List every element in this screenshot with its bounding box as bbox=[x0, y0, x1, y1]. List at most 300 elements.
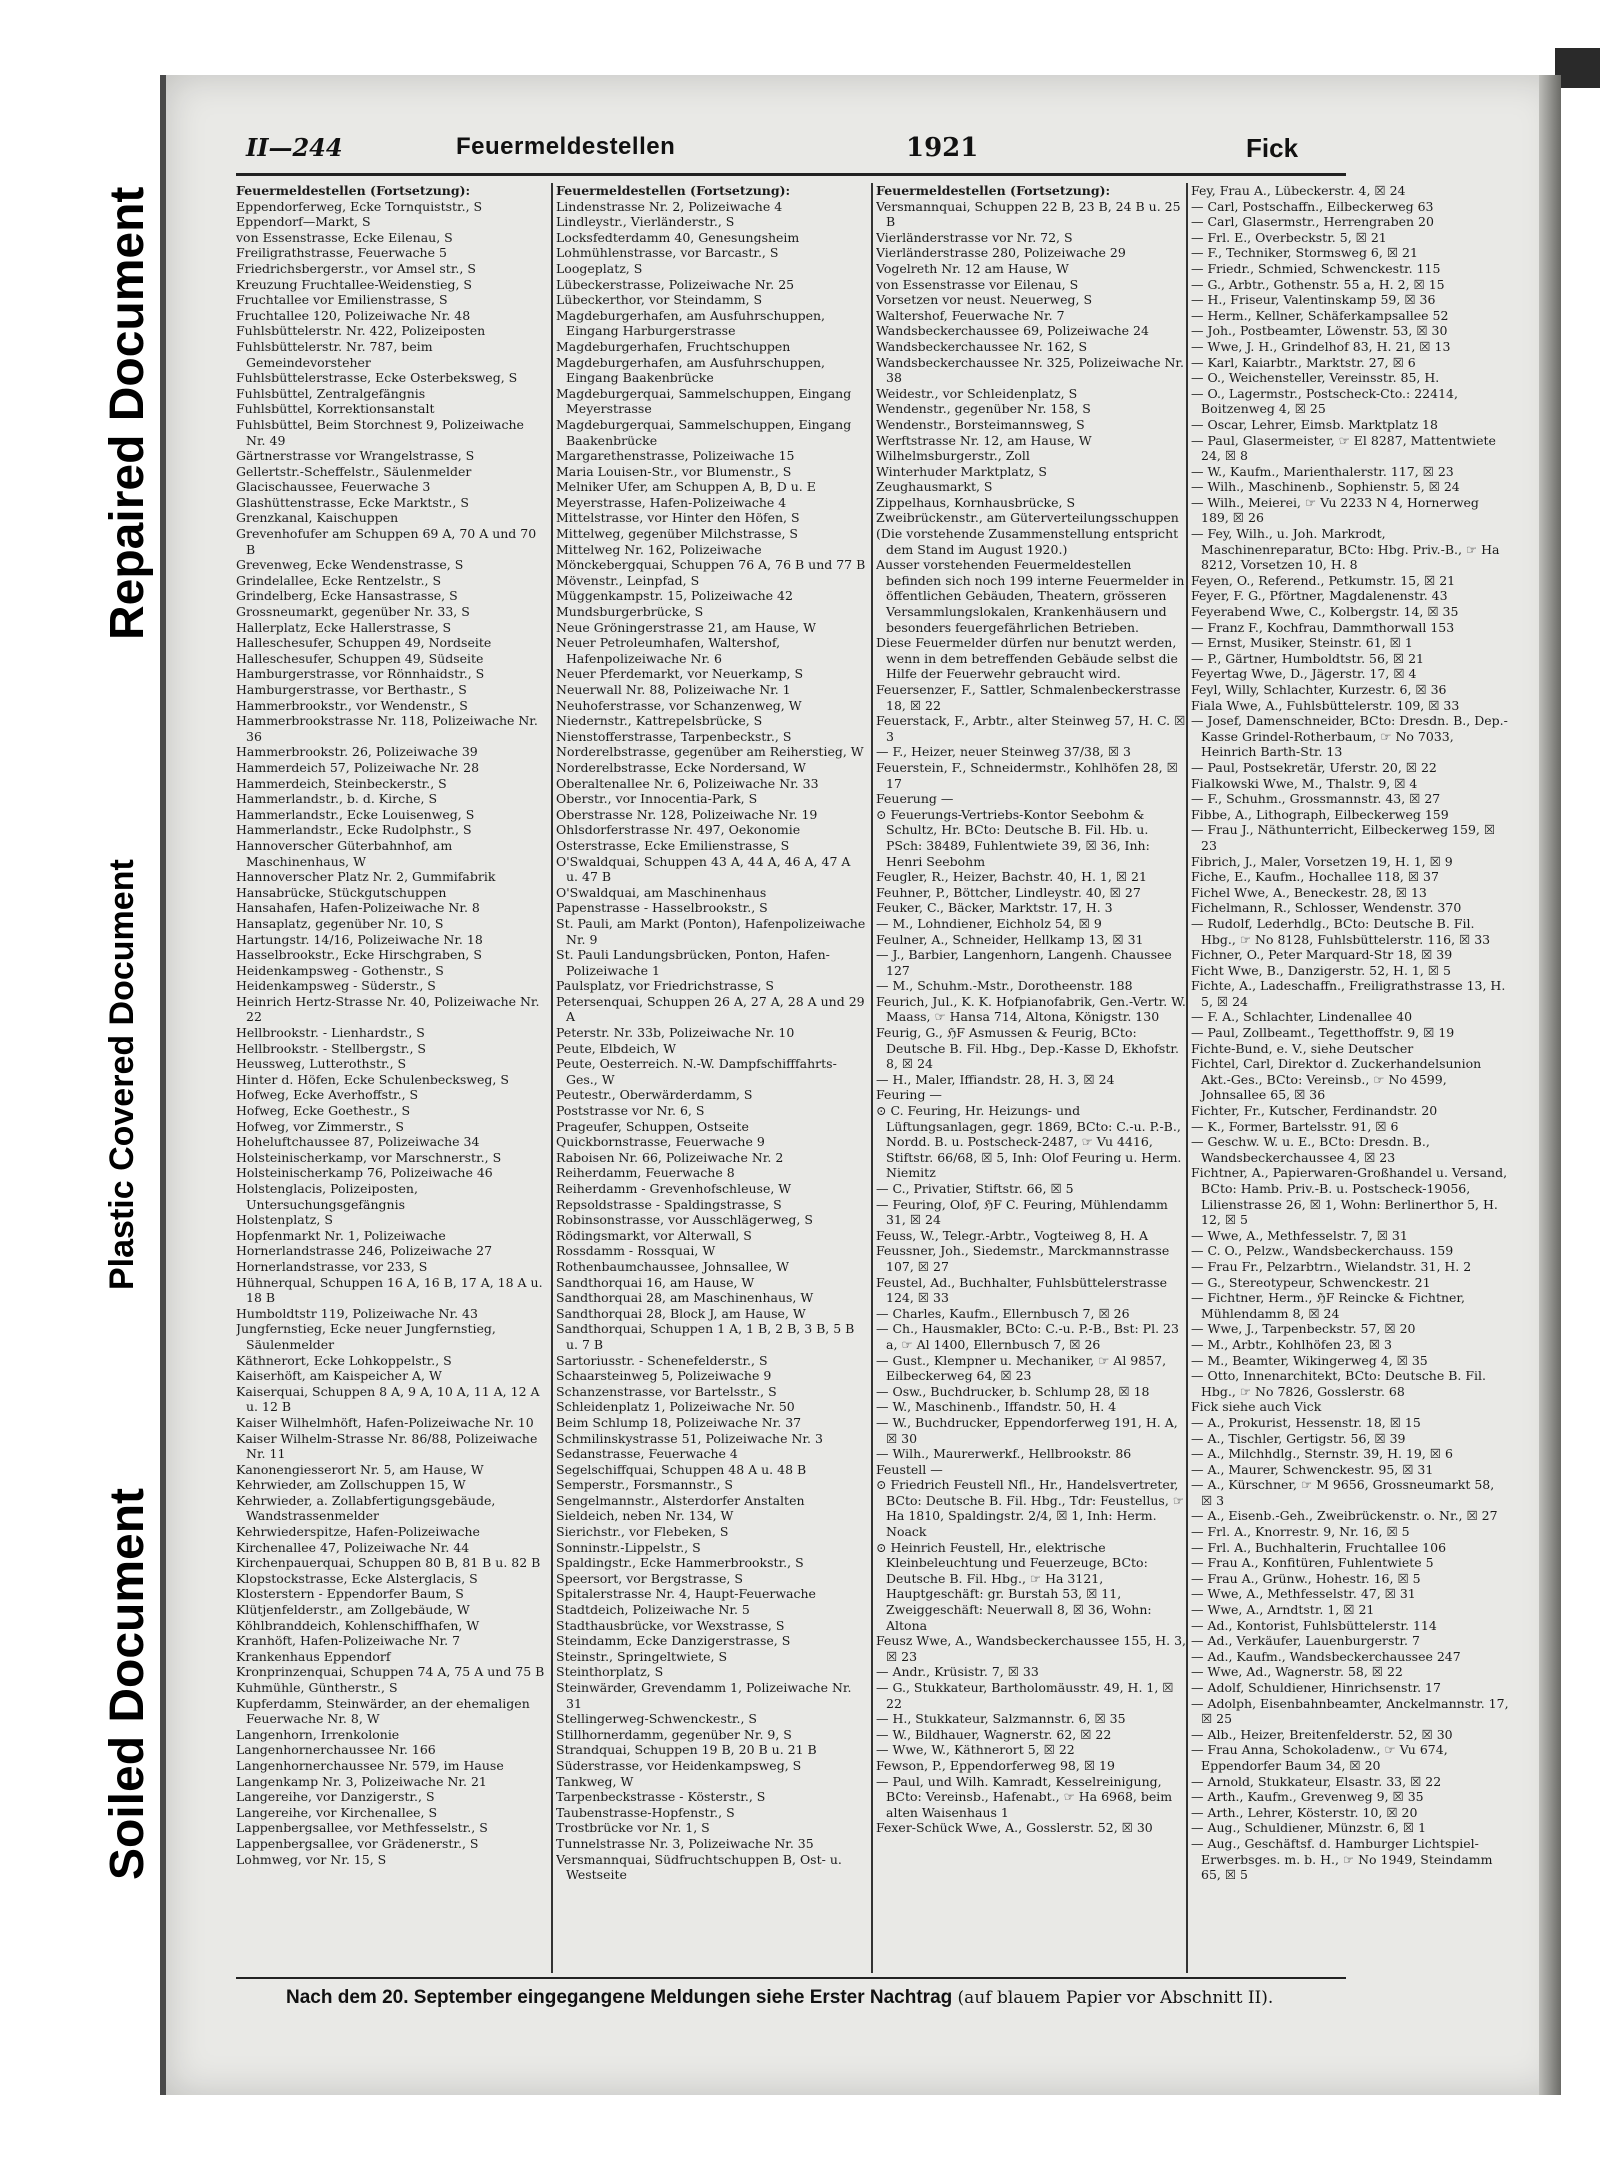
directory-entry: Hamburgerstrasse, vor Rönnhaidstr., S bbox=[236, 666, 485, 682]
directory-entry: — A., Maurer, Schwenckestr. 95, ☒ 31 bbox=[1191, 1461, 1434, 1477]
directory-entry: Loogeplatz, S bbox=[556, 260, 643, 276]
directory-entry: Margarethenstrasse, Polizeiwache 15 bbox=[556, 448, 795, 464]
directory-entry: Neuer Pferdemarkt, vor Neuerkamp, S bbox=[556, 666, 804, 682]
directory-entry: — Wwe, Ad., Wagnerstr. 58, ☒ 22 bbox=[1191, 1664, 1403, 1680]
directory-entry: Fichtel, Carl, Direktor d. Zuckerhandelsunion Akt.-Ges., BCto: Vereinsb., ☞ No 4599, Johnsallee 65, ☒ 36 bbox=[1191, 1056, 1482, 1103]
label-repaired-document: Repaired Document bbox=[101, 186, 154, 640]
directory-entry: — Wwe, J. H., Grindelhof 83, H. 21, ☒ 13 bbox=[1191, 338, 1451, 354]
directory-entry: Segelschiffquai, Schuppen 48 A u. 48 B bbox=[556, 1461, 807, 1477]
directory-entry: Holsteinischerkamp, vor Marschnerstr., S bbox=[236, 1149, 502, 1165]
directory-entry: Fialkowski Wwe, M., Thalstr. 9, ☒ 4 bbox=[1191, 775, 1418, 791]
directory-entry: Kuhmühle, Güntherstr., S bbox=[236, 1680, 398, 1695]
directory-entry: — W., Bildhauer, Wagnerstr. 62, ☒ 22 bbox=[876, 1726, 1112, 1742]
directory-entry: — Andr., Krüsistr. 7, ☒ 33 bbox=[876, 1664, 1039, 1680]
directory-entry: Hammerdeich 57, Polizeiwache Nr. 28 bbox=[236, 759, 480, 775]
directory-entry: Peute, Elbdeich, W bbox=[556, 1040, 677, 1056]
directory-entry: — Oscar, Lehrer, Eimsb. Marktplatz 18 bbox=[1191, 416, 1438, 432]
year: 1921 bbox=[906, 133, 979, 163]
directory-entry: — C. O., Pelzw., Wandsbeckerchauss. 159 bbox=[1191, 1243, 1454, 1259]
directory-entry: Feuerung — bbox=[876, 791, 954, 807]
directory-entry: Magdeburgerhafen, am Ausfuhrschuppen, Eingang Harburgerstrasse bbox=[556, 307, 825, 339]
directory-entry: Kaiserhöft, am Kaispeicher A, W bbox=[236, 1368, 442, 1384]
directory-entry: St. Pauli, am Markt (Ponton), Hafenpolizeiwache Nr. 9 bbox=[556, 915, 866, 947]
directory-entry: Ficht Wwe, B., Danzigerstr. 52, H. 1, ☒ 5 bbox=[1191, 962, 1451, 978]
directory-entry: — Wwe, A., Methfesselstr. 7, ☒ 31 bbox=[1191, 1227, 1408, 1243]
directory-entry: Feusz Wwe, A., Wandsbeckerchaussee 155, H. 3, ☒ 23 bbox=[876, 1633, 1186, 1664]
directory-entry: Quickbornstrasse, Feuerwache 9 bbox=[556, 1134, 765, 1150]
directory-entry: — Geschw. W. u. E., BCto: Dresdn. B., Wandsbeckerchaussee 4, ☒ 23 bbox=[1191, 1134, 1430, 1165]
directory-entry: — A., Kürschner, ☞ M 9656, Grossneumarkt 58, ☒ 3 bbox=[1191, 1477, 1495, 1508]
directory-entry: Klopstockstrasse, Ecke Alsterglacis, S bbox=[236, 1570, 478, 1586]
directory-entry: Mövenstr., Leinpfad, S bbox=[556, 572, 700, 588]
directory-entry: — Feuring, Olof, ℌF C. Feuring, Mühlendamm 31, ☒ 24 bbox=[876, 1196, 1168, 1228]
page-binding-edge bbox=[1539, 75, 1561, 2095]
directory-entry: Spaldingstr., Ecke Hammerbrookstr., S bbox=[556, 1555, 804, 1571]
directory-entry: Neue Gröningerstrasse 21, am Hause, W bbox=[556, 619, 816, 635]
directory-entry: Fick siehe auch Vick bbox=[1191, 1399, 1322, 1415]
directory-entry: Werftstrasse Nr. 12, am Hause, W bbox=[876, 432, 1092, 448]
directory-entry: Repsoldstrasse - Spaldingstrasse, S bbox=[556, 1196, 782, 1212]
directory-entry: Osterstrasse, Ecke Emilienstrasse, S bbox=[556, 837, 790, 853]
directory-entry: Stadtdeich, Polizeiwache Nr. 5 bbox=[556, 1602, 750, 1618]
directory-entry: ⊙ Friedrich Feustell Nfl., Hr., Handelsvertreter, BCto: Deutsche B. Fil. Hbg., Tdr: Feustellus, ☞ Ha 1810, Spaldingstr. 2/4, ☒ 1, Inh: Herm. Noack bbox=[876, 1477, 1185, 1540]
directory-entry: Sedanstrasse, Feuerwache 4 bbox=[556, 1446, 738, 1462]
directory-entry: Zippelhaus, Kornhausbrücke, S bbox=[876, 494, 1076, 510]
directory-entry: Steindamm, Ecke Danzigerstrasse, S bbox=[556, 1633, 791, 1649]
directory-entry: Fichte-Bund, e. V., siehe Deutscher bbox=[1191, 1040, 1414, 1056]
directory-entry: Hannoverscher Güterbahnhof, am Maschinenhaus, W bbox=[236, 837, 453, 869]
directory-entry: Grindelberg, Ecke Hansastrasse, S bbox=[236, 588, 458, 604]
directory-entry: Tarpenbeckstrasse - Kösterstr., S bbox=[556, 1789, 766, 1805]
directory-entry: Peutestr., Oberwärderdamm, S bbox=[556, 1087, 753, 1103]
directory-entry: Steinstr., Springeltwiete, S bbox=[556, 1648, 728, 1664]
directory-entry: Tankweg, W bbox=[556, 1773, 634, 1789]
directory-entry: ⊙ Heinrich Feustell, Hr., elektrische Kleinbeleuchtung und Feuerzeuge, BCto: Deutsche B. Fil. Hbg., ☞ Ha 3121, Hauptgeschäft: gr. Burstah 53, ☒ 11, Zweiggeschäft: Neuerwall 8, ☒ 36, Wohn: Altona bbox=[876, 1539, 1152, 1633]
directory-entry: — M., Lohndiener, Eichholz 54, ☒ 9 bbox=[876, 915, 1102, 931]
running-head bbox=[246, 133, 1346, 173]
directory-entry: Feustell — bbox=[876, 1461, 943, 1477]
directory-entry: Petersenquai, Schuppen 26 A, 27 A, 28 A und 29 A bbox=[556, 993, 865, 1025]
directory-entry: Norderelbstrasse, Ecke Nordersand, W bbox=[556, 759, 806, 775]
continuation-heading: Feuermeldestellen (Fortsetzung): bbox=[556, 183, 791, 198]
directory-entry: — Arnold, Stukkateur, Elsastr. 33, ☒ 22 bbox=[1191, 1773, 1442, 1789]
column-1 bbox=[236, 183, 546, 1973]
directory-entry: Stadthausbrücke, vor Wexstrasse, S bbox=[556, 1617, 785, 1633]
directory-entry: Lübeckerstrasse, Polizeiwache Nr. 25 bbox=[556, 276, 795, 292]
directory-entry: Eppendorf—Markt, S bbox=[236, 214, 371, 230]
directory-entry: Reiherdamm - Grevenhofschleuse, W bbox=[556, 1181, 792, 1196]
directory-entry: von Essenstrasse vor Eilenau, S bbox=[876, 276, 1079, 292]
directory-entry: — Frau A., Konfitüren, Fuhlentwiete 5 bbox=[1191, 1555, 1434, 1571]
directory-entry: — Gust., Klempner u. Mechaniker, ☞ Al 9857, Eilbeckerweg 64, ☒ 23 bbox=[876, 1352, 1167, 1384]
directory-entry: O'Swaldquai, am Maschinenhaus bbox=[556, 884, 767, 900]
directory-entry: — Wwe, J., Tarpenbeckstr. 57, ☒ 20 bbox=[1191, 1321, 1416, 1337]
directory-entry: — O., Weichensteller, Vereinsstr. 85, H. bbox=[1191, 370, 1440, 386]
directory-entry: Magdeburgerhafen, am Ausfuhrschuppen, Eingang Baakenbrücke bbox=[556, 354, 825, 386]
directory-entry: Neuerwall Nr. 88, Polizeiwache Nr. 1 bbox=[556, 682, 791, 697]
directory-entry: — W., Maschinenb., Iffandstr. 50, H. 4 bbox=[876, 1399, 1117, 1415]
directory-entry: Kaiser Wilhelm-Strasse Nr. 86/88, Polizeiwache Nr. 11 bbox=[236, 1430, 538, 1462]
directory-entry: Fibbe, A., Lithograph, Eilbeckerweg 159 bbox=[1191, 806, 1449, 822]
directory-entry: — G., Stereotypeur, Schwenckestr. 21 bbox=[1191, 1274, 1431, 1290]
directory-entry: von Essenstrasse, Ecke Eilenau, S bbox=[236, 229, 453, 245]
directory-entry: Poststrasse vor Nr. 6, S bbox=[556, 1103, 705, 1119]
directory-entry: Lohmweg, vor Nr. 15, S bbox=[236, 1851, 387, 1867]
directory-entry: Magdeburgerhafen, Fruchtschuppen bbox=[556, 338, 791, 354]
directory-entry: Neuhoferstrasse, vor Schanzenweg, W bbox=[556, 697, 802, 713]
directory-entry: Semperstr., Forsmannstr., S bbox=[556, 1477, 733, 1493]
directory-entry: Fiala Wwe, A., Fuhlsbüttelerstr. 109, ☒ 33 bbox=[1191, 697, 1460, 713]
directory-entry: Feyerabend Wwe, C., Kolbergstr. 14, ☒ 35 bbox=[1191, 604, 1459, 620]
directory-entry: Lindleystr., Vierländerstr., S bbox=[556, 214, 735, 230]
directory-entry: Heussweg, Lutterothstr., S bbox=[236, 1056, 407, 1072]
directory-entry: Rossdamm - Rossquai, W bbox=[556, 1243, 716, 1259]
directory-entry: — Osw., Buchdrucker, b. Schlump 28, ☒ 18 bbox=[876, 1383, 1150, 1399]
directory-entry: Stellingerweg-Schwenckestr., S bbox=[556, 1711, 757, 1727]
directory-entry: Fuhlsbüttel, Beim Storchnest 9, Polizeiwache Nr. 49 bbox=[236, 416, 524, 448]
directory-entry: Sandthorquai, Schuppen 1 A, 1 B, 2 B, 3 B, 5 B u. 7 B bbox=[556, 1321, 855, 1352]
directory-entry: Fuhlsbüttel, Korrektionsanstalt bbox=[236, 401, 435, 417]
directory-entry: Fichel Wwe, A., Beneckestr. 28, ☒ 13 bbox=[1191, 884, 1427, 900]
footnote-parenthetical: (auf blauem Papier vor Abschnitt II). bbox=[957, 1988, 1274, 2008]
directory-entry: — Carl, Glasermstr., Herrengraben 20 bbox=[1191, 214, 1434, 230]
directory-entry: — H., Friseur, Valentinskamp 59, ☒ 36 bbox=[1191, 292, 1436, 308]
directory-entry: Kreuzung Fruchtallee-Weidenstieg, S bbox=[236, 276, 472, 292]
directory-entry: Hallerplatz, Ecke Hallerstrasse, S bbox=[236, 619, 452, 635]
directory-entry: — Friedr., Schmied, Schwenckestr. 115 bbox=[1191, 260, 1441, 276]
directory-entry: — Paul, Zollbeamt., Tegetthoffstr. 9, ☒ 19 bbox=[1191, 1025, 1455, 1041]
directory-entry: Weidestr., vor Schleidenplatz, S bbox=[876, 385, 1078, 401]
directory-entry: Kranhöft, Hafen-Polizeiwache Nr. 7 bbox=[236, 1633, 461, 1649]
header-rule bbox=[236, 173, 1346, 176]
directory-entry: (Die vorstehende Zusammenstellung entspricht dem Stand im August 1920.) bbox=[876, 526, 1179, 557]
directory-entry: — Frl. A., Knorrestr. 9, Nr. 16, ☒ 5 bbox=[1191, 1524, 1410, 1540]
directory-entry: Hinter d. Höfen, Ecke Schulenbecksweg, S bbox=[236, 1071, 509, 1087]
directory-entry: Nienstofferstrasse, Tarpenbeckstr., S bbox=[556, 728, 792, 744]
directory-entry: — Herm., Kellner, Schäferkampsallee 52 bbox=[1191, 307, 1449, 323]
directory-entry: Fiche, E., Kaufm., Hochallee 118, ☒ 37 bbox=[1191, 869, 1439, 885]
directory-entry: Süderstrasse, vor Heidenkampsweg, S bbox=[556, 1757, 802, 1773]
directory-entry: Hartungstr. 14/16, Polizeiwache Nr. 18 bbox=[236, 931, 483, 947]
directory-entry: Sengelmannstr., Alsterdorfer Anstalten bbox=[556, 1492, 805, 1508]
directory-entry: Hannoverscher Platz Nr. 2, Gummifabrik bbox=[236, 869, 496, 885]
directory-entry: Fichter, Fr., Kutscher, Ferdinandstr. 20 bbox=[1191, 1103, 1438, 1119]
directory-entry: Krankenhaus Eppendorf bbox=[236, 1648, 391, 1664]
directory-entry: Sartoriusstr. - Schenefelderstr., S bbox=[556, 1352, 768, 1368]
directory-entry: — C., Privatier, Stiftstr. 66, ☒ 5 bbox=[876, 1181, 1074, 1196]
directory-entry: Magdeburgerquai, Sammelschuppen, Eingang Meyerstrasse bbox=[556, 385, 852, 417]
directory-entry: Mundsburgerbrücke, S bbox=[556, 604, 704, 620]
directory-entry: Vierländerstrasse vor Nr. 72, S bbox=[876, 229, 1073, 245]
directory-entry: — Joh., Postbeamter, Löwenstr. 53, ☒ 30 bbox=[1191, 323, 1448, 339]
directory-entry: — A., Tischler, Gertigstr. 56, ☒ 39 bbox=[1191, 1430, 1406, 1446]
directory-entry: — Otto, Innenarchitekt, BCto: Deutsche B. Fil. Hbg., ☞ No 7826, Gosslerstr. 68 bbox=[1191, 1368, 1486, 1399]
catchword: Fick bbox=[1246, 133, 1299, 163]
directory-entry: Kirchenallee 47, Polizeiwache Nr. 44 bbox=[236, 1539, 470, 1555]
directory-entry: Prageufer, Schuppen, Ostseite bbox=[556, 1118, 749, 1134]
directory-entry: Waltershof, Feuerwache Nr. 7 bbox=[876, 307, 1065, 323]
column-4 bbox=[1191, 183, 1509, 1973]
directory-entry: — Wwe, A., Arndtstr. 1, ☒ 21 bbox=[1191, 1602, 1375, 1618]
directory-entry: Feustel, Ad., Buchhalter, Fuhlsbüttelerstrasse 124, ☒ 33 bbox=[876, 1274, 1168, 1306]
directory-entry: Grenzkanal, Kaischuppen bbox=[236, 510, 399, 526]
directory-entry: — F., Heizer, neuer Steinweg 37/38, ☒ 3 bbox=[876, 744, 1131, 760]
directory-entry: — Carl, Postschaffn., Eilbeckerweg 63 bbox=[1191, 198, 1434, 214]
continuation-heading: Feuermeldestellen (Fortsetzung): bbox=[236, 183, 471, 198]
directory-entry: Holstenglacis, Polizeiposten, Untersuchungsgefängnis bbox=[236, 1181, 418, 1212]
directory-entry: — Wwe, W., Käthnerort 5, ☒ 22 bbox=[876, 1742, 1075, 1758]
directory-entry: Vogelreth Nr. 12 am Hause, W bbox=[876, 260, 1069, 276]
directory-entry: Gärtnerstrasse vor Wrangelstrasse, S bbox=[236, 448, 475, 464]
directory-entry: Norderelbstrasse, gegenüber am Reiherstieg, W bbox=[556, 744, 864, 760]
directory-entry: Sandthorquai 28, am Maschinenhaus, W bbox=[556, 1290, 814, 1306]
directory-entry: Heidenkampsweg - Gothenstr., S bbox=[236, 962, 444, 978]
directory-entry: Langenhorn, Irrenkolonie bbox=[236, 1726, 400, 1742]
directory-entry: — Arth., Lehrer, Kösterstr. 10, ☒ 20 bbox=[1191, 1804, 1418, 1820]
directory-entry: Fuhlsbüttelerstr. Nr. 787, beim Gemeindevorsteher bbox=[236, 338, 433, 370]
directory-entry: — Karl, Kaiarbtr., Marktstr. 27, ☒ 6 bbox=[1191, 354, 1416, 370]
directory-entry: — F., Schuhm., Grossmannstr. 43, ☒ 27 bbox=[1191, 791, 1441, 807]
directory-entry: — G., Arbtr., Gothenstr. 55 a, H. 2, ☒ 15 bbox=[1191, 276, 1445, 292]
directory-entry: Grevenhofufer am Schuppen 69 A, 70 A und 70 B bbox=[236, 526, 537, 557]
directory-entry: Langenhornerchaussee Nr. 579, im Hause bbox=[236, 1757, 504, 1773]
directory-entry: Fichte, A., Ladeschaffn., Freiligrathstrasse 13, H. 5, ☒ 24 bbox=[1191, 978, 1506, 1009]
directory-entry: Fichtner, A., Papierwaren-Großhandel u. Versand, BCto: Hamb. Priv.-B. u. Postscheck-19056, Lilienstrasse 26, ☒ 1, Wohn: Berlinerthor 5, H. 12, ☒ 5 bbox=[1191, 1165, 1508, 1228]
directory-entry: — Frau Fr., Pelzarbtrn., Wielandstr. 31, H. 2 bbox=[1191, 1258, 1472, 1274]
directory-entry: — Wilh., Meierei, ☞ Vu 2233 N 4, Hornerweg 189, ☒ 26 bbox=[1191, 494, 1479, 526]
directory-entry: Paulsplatz, vor Friedrichstrasse, S bbox=[556, 978, 774, 994]
directory-entry: Fuhlsbüttelerstrasse, Ecke Osterbeksweg, S bbox=[236, 370, 518, 386]
directory-entry: Hammerbrookstrasse Nr. 118, Polizeiwache Nr. 36 bbox=[236, 713, 538, 744]
directory-entry: — M., Schuhm.-Mstr., Dorotheenstr. 188 bbox=[876, 978, 1133, 994]
directory-entry: Hoheluftchaussee 87, Polizeiwache 34 bbox=[236, 1134, 480, 1150]
column-divider bbox=[1186, 183, 1188, 1973]
column-3 bbox=[876, 183, 1186, 1973]
directory-entry: Feussner, Joh., Siedemstr., Marckmannstrasse 107, ☒ 27 bbox=[876, 1243, 1170, 1274]
directory-entry: Beim Schlump 18, Polizeiwache Nr. 37 bbox=[556, 1414, 802, 1430]
directory-entry: — Josef, Damenschneider, BCto: Dresdn. B., Dep.-Kasse Grindel-Rotherbaum, ☞ No 7033, Heinrich Barth-Str. 13 bbox=[1191, 713, 1508, 760]
directory-entry: Kupferdamm, Steinwärder, an der ehemaligen Feuerwache Nr. 8, W bbox=[236, 1695, 530, 1727]
directory-entry: Rothenbaumchaussee, Johnsallee, W bbox=[556, 1258, 790, 1274]
directory-entry: Kaiserquai, Schuppen 8 A, 9 A, 10 A, 11 A, 12 A u. 12 B bbox=[236, 1383, 540, 1415]
directory-entry: — Ad., Kaufm., Wandsbeckerchaussee 247 bbox=[1191, 1648, 1461, 1664]
footnote bbox=[286, 1987, 1486, 2009]
directory-entry: Feuerstein, F., Schneidermstr., Kohlhöfen 28, ☒ 17 bbox=[876, 759, 1178, 791]
directory-entry: Lohmühlenstrasse, vor Barcastr., S bbox=[556, 245, 779, 261]
directory-entry: Feuersenzer, F., Sattler, Schmalenbeckerstrasse 18, ☒ 22 bbox=[876, 682, 1181, 713]
directory-entry: Steinwärder, Grevendamm 1, Polizeiwache Nr. 31 bbox=[556, 1680, 852, 1711]
directory-entry: — Paul, Postsekretär, Uferstr. 20, ☒ 22 bbox=[1191, 759, 1437, 775]
directory-entry: — H., Maler, Iffiandstr. 28, H. 3, ☒ 24 bbox=[876, 1071, 1115, 1087]
directory-entry: Strandquai, Schuppen 19 B, 20 B u. 21 B bbox=[556, 1742, 817, 1758]
directory-entry: Fichner, O., Peter Marquard-Str 18, ☒ 39 bbox=[1191, 947, 1453, 963]
continuation-heading: Feuermeldestellen (Fortsetzung): bbox=[876, 183, 1111, 198]
directory-entry: Kirchenpauerquai, Schuppen 80 B, 81 B u. 82 B bbox=[236, 1555, 541, 1571]
directory-entry: Robinsonstrasse, vor Ausschlägerweg, S bbox=[556, 1212, 813, 1228]
directory-entry: Fewson, P., Eppendorferweg 98, ☒ 19 bbox=[876, 1757, 1115, 1773]
directory-entry: Ausser vorstehenden Feuermeldestellen befinden sich noch 199 interne Feuermelder in öffentlichen Gebäuden, Theatern, grösseren Versammlungslokalen, Krankenhäusern und besonders feuergefährlichen Betrieben. bbox=[876, 557, 1185, 635]
directory-entry: ⊙ C. Feuring, Hr. Heizungs- und Lüftungsanlagen, gegr. 1869, BCto: C.-u. P.-B., Nordd. B. u. Postscheck-2487, ☞ Vu 4416, Stiftstr. 66/68, ☒ 5, Inh: Olof Feuring u. Herm. Niemitz bbox=[876, 1103, 1182, 1181]
directory-entry: Fibrich, J., Maler, Vorsetzen 19, H. 1, ☒ 9 bbox=[1191, 853, 1453, 869]
directory-entry: Hofweg, Ecke Averhoffstr., S bbox=[236, 1087, 419, 1103]
directory-entry: Zeughausmarkt, S bbox=[876, 479, 993, 495]
directory-entry: Oberstrasse Nr. 128, Polizeiwache Nr. 19 bbox=[556, 806, 818, 822]
directory-entry: Wendenstr., gegenüber Nr. 158, S bbox=[876, 401, 1091, 417]
footer-rule bbox=[236, 1977, 1346, 1979]
directory-entry: — Wilh., Maschinenb., Sophienstr. 5, ☒ 24 bbox=[1191, 479, 1460, 495]
directory-entry: Vorsetzen vor neust. Neuerweg, S bbox=[876, 292, 1093, 308]
directory-entry: Sonninstr.-Lippelstr., S bbox=[556, 1539, 701, 1555]
directory-entry: Fichelmann, R., Schlosser, Wendenstr. 370 bbox=[1191, 900, 1462, 916]
directory-entry: — Ad., Verkäufer, Lauenburgerstr. 7 bbox=[1191, 1633, 1420, 1649]
directory-entry: — Aug., Schuldiener, Münzstr. 6, ☒ 1 bbox=[1191, 1820, 1427, 1836]
directory-entry: — Fichtner, Herm., ℌF Reincke & Fichtner, Mühlendamm 8, ☒ 24 bbox=[1191, 1290, 1466, 1321]
directory-entry: Fexer-Schück Wwe, A., Gosslerstr. 52, ☒ 30 bbox=[876, 1820, 1153, 1836]
directory-entry: Magdeburgerquai, Sammelschuppen, Eingang Baakenbrücke bbox=[556, 416, 852, 448]
directory-entry: Feyen, O., Referend., Petkumstr. 15, ☒ 21 bbox=[1191, 572, 1456, 588]
directory-entry: — Arth., Kaufm., Grevenweg 9, ☒ 35 bbox=[1191, 1789, 1424, 1805]
directory-entry: Holsteinischerkamp 76, Polizeiwache 46 bbox=[236, 1165, 493, 1181]
directory-entry: Mittelstrasse, vor Hinter den Höfen, S bbox=[556, 510, 800, 526]
directory-entry: Stillhornerdamm, gegenüber Nr. 9, S bbox=[556, 1726, 792, 1742]
directory-entry: Feyertag Wwe, D., Jägerstr. 17, ☒ 4 bbox=[1191, 666, 1417, 682]
directory-entry: Zweibrückenstr., am Güterverteilungsschuppen bbox=[876, 510, 1179, 526]
directory-entry: Hamburgerstrasse, vor Berthastr., S bbox=[236, 682, 467, 697]
directory-entry: Mönckebergquai, Schuppen 76 A, 76 B und 77 B bbox=[556, 557, 866, 573]
directory-entry: — M., Arbtr., Kohlhöfen 23, ☒ 3 bbox=[1191, 1336, 1392, 1352]
directory-entry: Feuring — bbox=[876, 1087, 942, 1103]
directory-entry: — Ad., Kontorist, Fuhlsbüttelerstr. 114 bbox=[1191, 1617, 1437, 1633]
directory-entry: Jungfernstieg, Ecke neuer Jungfernstieg, Säulenmelder bbox=[236, 1321, 496, 1352]
directory-entry: Schanzenstrasse, vor Bartelsstr., S bbox=[556, 1383, 777, 1399]
directory-entry: Heinrich Hertz-Strasse Nr. 40, Polizeiwache Nr. 22 bbox=[236, 993, 540, 1025]
directory-entry: — F. A., Schlachter, Lindenallee 40 bbox=[1191, 1009, 1413, 1025]
page-number: II—244 bbox=[246, 133, 343, 162]
directory-entry: Feurig, G., ℌF Asmussen & Feurig, BCto: Deutsche B. Fil. Hbg., Dep.-Kasse D, Ekhofstr. 8, ☒ 24 bbox=[876, 1025, 1179, 1072]
directory-entry: — W., Kaufm., Marienthalerstr. 117, ☒ 23 bbox=[1191, 463, 1454, 479]
directory-entry: Humboldtstr 119, Polizeiwache Nr. 43 bbox=[236, 1305, 478, 1321]
directory-entry: — Adolf, Schuldiener, Hinrichsenstr. 17 bbox=[1191, 1680, 1441, 1695]
directory-entry: Langereihe, vor Kirchenallee, S bbox=[236, 1804, 438, 1820]
directory-entry: Niedernstr., Kattrepelsbrücke, S bbox=[556, 713, 763, 729]
directory-entry: Vierländerstrasse 280, Polizeiwache 29 bbox=[876, 245, 1126, 261]
directory-entry: Locksfedterdamm 40, Genesungsheim bbox=[556, 229, 800, 245]
directory-entry: Versmannquai, Schuppen 22 B, 23 B, 24 B u. 25 B bbox=[876, 198, 1181, 230]
directory-entry: Fruchtallee vor Emilienstrasse, S bbox=[236, 292, 448, 308]
directory-entry: Oberstr., vor Innocentia-Park, S bbox=[556, 791, 758, 807]
directory-entry: Lappenbergsallee, vor Grädenerstr., S bbox=[236, 1835, 479, 1851]
directory-entry: Hasselbrookstr., Ecke Hirschgraben, S bbox=[236, 947, 482, 963]
directory-entry: Hornerlandstrasse, vor 233, S bbox=[236, 1258, 428, 1274]
directory-entry: Hansaplatz, gegenüber Nr. 10, S bbox=[236, 915, 444, 931]
directory-entry: Sierichstr., vor Flebeken, S bbox=[556, 1524, 729, 1540]
directory-entry: Kehrwiederspitze, Hafen-Polizeiwache bbox=[236, 1524, 480, 1540]
directory-entry: Müggenkampstr. 15, Polizeiwache 42 bbox=[556, 588, 793, 604]
directory-entry: Wandsbeckerchaussee Nr. 162, S bbox=[876, 338, 1088, 354]
directory-entry: Feuss, W., Telegr.-Arbtr., Vogteiweg 8, H. A bbox=[876, 1227, 1148, 1243]
directory-entry: Langenkamp Nr. 3, Polizeiwache Nr. 21 bbox=[236, 1773, 487, 1789]
directory-entry: Gellertstr.-Scheffelstr., Säulenmelder bbox=[236, 463, 472, 479]
directory-entry: Hansahafen, Hafen-Polizeiwache Nr. 8 bbox=[236, 900, 480, 916]
directory-entry: St. Pauli Landungsbrücken, Ponton, Hafen-Polizeiwache 1 bbox=[556, 947, 830, 978]
label-soiled-document: Soiled Document bbox=[101, 1487, 154, 1880]
directory-entry: Winterhuder Marktplatz, S bbox=[876, 463, 1047, 479]
directory-entry: Diese Feuermelder dürfen nur benutzt werden, wenn in dem betreffenden Gebäude selbst die Hilfe der Feuerwehr gebraucht wird. bbox=[876, 635, 1178, 682]
directory-entry: — Franz F., Kochfrau, Dammthorwall 153 bbox=[1191, 619, 1455, 635]
directory-entry: Hammerbrookstr., vor Wendenstr., S bbox=[236, 697, 468, 713]
directory-entry: Maria Louisen-Str., vor Blumenstr., S bbox=[556, 463, 792, 479]
directory-entry: Klütjenfelderstr., am Zollgebäude, W bbox=[236, 1602, 470, 1618]
section-title: Feuermeldestellen bbox=[456, 133, 676, 160]
directory-entry: — Frau A., Grünw., Hohestr. 16, ☒ 5 bbox=[1191, 1570, 1421, 1586]
directory-entry: — Frau Anna, Schokoladenw., ☞ Vu 674, Eppendorfer Baum 34, ☒ 20 bbox=[1191, 1742, 1448, 1773]
directory-entry: Neuer Petroleumhafen, Waltershof, Hafenpolizeiwache Nr. 6 bbox=[556, 635, 781, 666]
directory-entry: Köhlbranddeich, Kohlenschiffhafen, W bbox=[236, 1617, 480, 1633]
directory-entry: Friedrichsbergerstr., vor Amsel str., S bbox=[236, 260, 476, 276]
scanned-directory-page bbox=[160, 75, 1561, 2095]
directory-entry: Speersort, vor Bergstrasse, S bbox=[556, 1570, 743, 1586]
directory-entry: Halleschesufer, Schuppen 49, Südseite bbox=[236, 650, 484, 666]
directory-entry: — Charles, Kaufm., Ellernbusch 7, ☒ 26 bbox=[876, 1305, 1130, 1321]
directory-entry: Hofweg, vor Zimmerstr., S bbox=[236, 1118, 404, 1134]
directory-entry: Glacischaussee, Feuerwache 3 bbox=[236, 479, 431, 495]
column-divider bbox=[551, 183, 553, 1973]
directory-entry: Spitalerstrasse Nr. 4, Haupt-Feuerwache bbox=[556, 1586, 816, 1602]
directory-entry: Peterstr. Nr. 33b, Polizeiwache Nr. 10 bbox=[556, 1025, 795, 1041]
directory-entry: — Ernst, Musiker, Steinstr. 61, ☒ 1 bbox=[1191, 635, 1413, 651]
directory-entry: — Adolph, Eisenbahnbeamter, Anckelmannstr. 17, ☒ 25 bbox=[1191, 1695, 1509, 1727]
directory-entry: Grossneumarkt, gegenüber Nr. 33, S bbox=[236, 604, 470, 620]
directory-entry: Feyer, F. G., Pförtner, Magdalenenstr. 43 bbox=[1191, 588, 1448, 604]
directory-entry: Feuhner, P., Böttcher, Lindleystr. 40, ☒ 27 bbox=[876, 884, 1141, 900]
directory-entry: Freiligrathstrasse, Feuerwache 5 bbox=[236, 245, 447, 261]
directory-entry: Wendenstr., Borsteimannsweg, S bbox=[876, 416, 1085, 432]
directory-entry: Kronprinzenquai, Schuppen 74 A, 75 A und 75 B bbox=[236, 1664, 545, 1680]
directory-entry: — Fey, Wilh., u. Joh. Markrodt, Maschinenreparatur, BCto: Hbg. Priv.-B., ☞ Ha 8212, Vorsetzen 10, H. 8 bbox=[1191, 526, 1500, 573]
directory-entry: Hammerdeich, Steinbeckerstr., S bbox=[236, 775, 447, 791]
directory-entry: Eppendorferweg, Ecke Tornquiststr., S bbox=[236, 198, 483, 214]
directory-entry: Hammerbrookstr. 26, Polizeiwache 39 bbox=[236, 744, 478, 760]
directory-entry: — J., Barbier, Langenhorn, Langenh. Chaussee 127 bbox=[876, 947, 1172, 978]
directory-entry: Schmilinskystrasse 51, Polizeiwache Nr. 3 bbox=[556, 1430, 823, 1446]
document-condition-labels bbox=[70, 120, 160, 1900]
directory-entry: — Ch., Hausmakler, BCto: C.-u. P.-B., Bst: Pl. 23 a, ☞ Al 1400, Ellernbusch 7, ☒ 26 bbox=[876, 1321, 1179, 1352]
directory-entry: Fuhlsbüttelerstr. Nr. 422, Polizeiposten bbox=[236, 323, 486, 339]
directory-entry: Fruchtallee 120, Polizeiwache Nr. 48 bbox=[236, 307, 471, 323]
directory-entry: — A., Milchhdlg., Sternstr. 39, H. 19, ☒ 6 bbox=[1191, 1446, 1453, 1462]
directory-entry: — A., Prokurist, Hessenstr. 18, ☒ 15 bbox=[1191, 1414, 1421, 1430]
directory-entry: Feulner, A., Schneider, Hellkamp 13, ☒ 31 bbox=[876, 931, 1144, 947]
directory-entry: — Frl. E., Overbeckstr. 5, ☒ 21 bbox=[1191, 229, 1387, 245]
directory-entry: O'Swaldquai, Schuppen 43 A, 44 A, 46 A, 47 A u. 47 B bbox=[556, 853, 851, 885]
directory-entry: — M., Beamter, Wikingerweg 4, ☒ 35 bbox=[1191, 1352, 1428, 1368]
directory-entry: Klosterstern - Eppendorfer Baum, S bbox=[236, 1586, 464, 1602]
directory-entry: Tunnelstrasse Nr. 3, Polizeiwache Nr. 35 bbox=[556, 1835, 814, 1851]
directory-entry: Ohlsdorferstrasse Nr. 497, Oekonomie bbox=[556, 822, 801, 838]
directory-entry: Meyerstrasse, Hafen-Polizeiwache 4 bbox=[556, 494, 787, 510]
directory-entry: — Paul, Glasermeister, ☞ El 8287, Mattentwiete 24, ☒ 8 bbox=[1191, 432, 1496, 464]
directory-entry: Feuker, C., Bäcker, Marktstr. 17, H. 3 bbox=[876, 900, 1113, 916]
directory-entry: Halleschesufer, Schuppen 49, Nordseite bbox=[236, 635, 492, 651]
directory-entry: Trostbrücke vor Nr. 1, S bbox=[556, 1820, 710, 1836]
dark-corner-tab bbox=[1555, 48, 1600, 88]
directory-entry: — Aug., Geschäftsf. d. Hamburger Lichtspiel-Erwerbsges. m. b. H., ☞ No 1949, Steindamm 65, ☒ 5 bbox=[1191, 1835, 1493, 1883]
directory-entry: Wandsbeckerchaussee Nr. 325, Polizeiwache Nr. 38 bbox=[876, 354, 1184, 386]
footnote-main: Nach dem 20. September eingegangene Meldungen siehe Erster Nachtrag bbox=[286, 1987, 953, 2008]
directory-entry: Schleidenplatz 1, Polizeiwache Nr. 50 bbox=[556, 1399, 795, 1415]
directory-entry: Feugler, R., Heizer, Bachstr. 40, H. 1, ☒ 21 bbox=[876, 869, 1147, 885]
directory-entry: — K., Former, Bartelsstr. 91, ☒ 6 bbox=[1191, 1118, 1399, 1134]
